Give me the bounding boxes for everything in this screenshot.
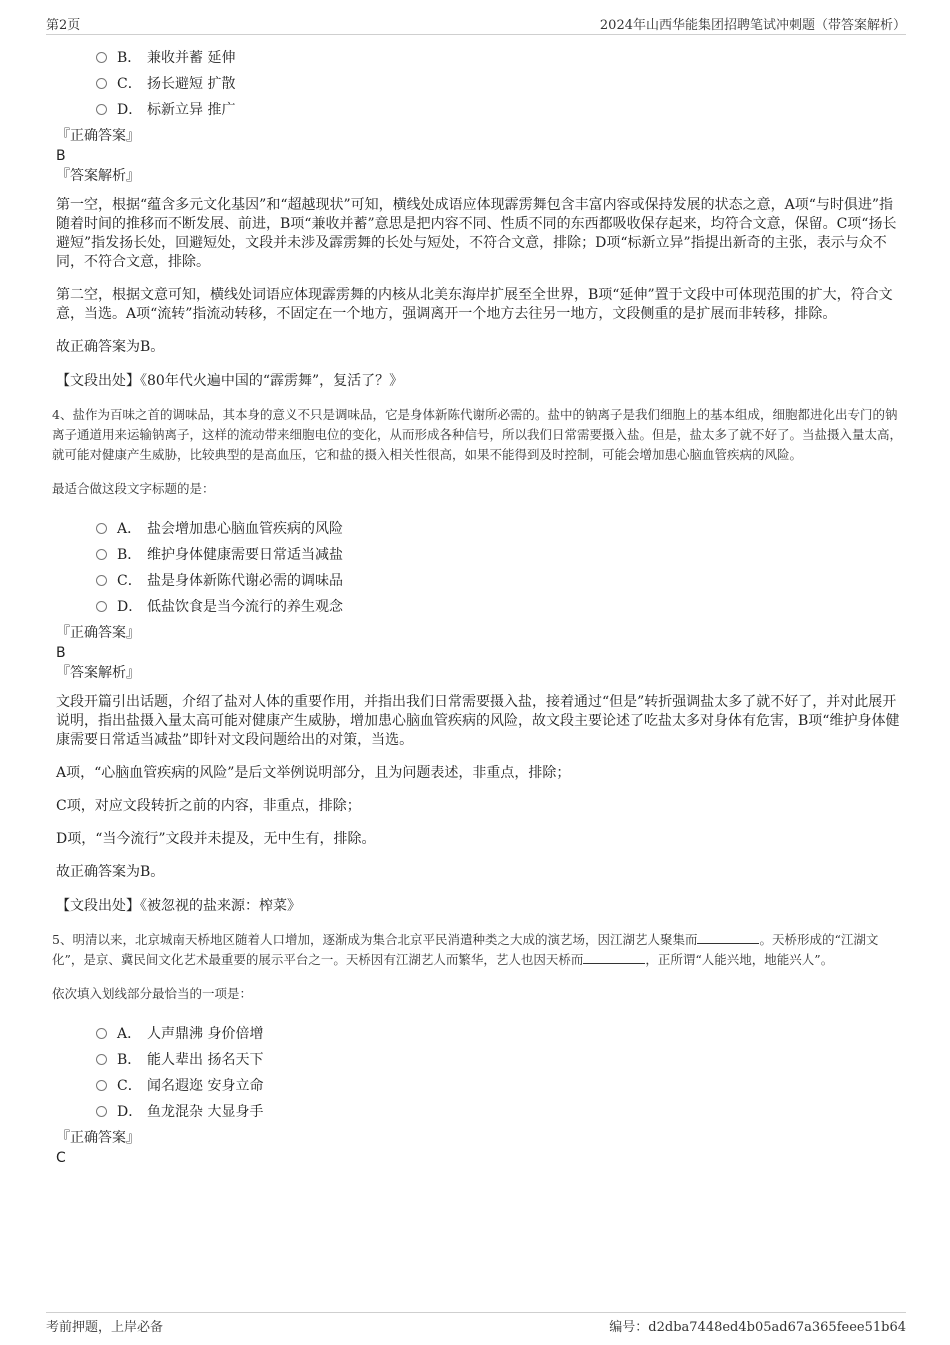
q5-options — [96, 1020, 902, 1124]
q4-answer-label: 『正确答案』 — [56, 625, 140, 641]
q5-option-a[interactable]: A． 人声鼎沸 身价倍增 — [96, 1020, 902, 1046]
q4-stem: 4、盐作为百味之首的调味品，其本身的意义不只是调味品，它是身体新陈代谢所必需的。盐中的钠离子是我们细胞上的基本组成，细胞都进化出专门的钠离子通道用来运输钠离子，这样的流动带来细胞电位的变化，从而形成各种信号，所以我们日常需要摄入盐。但是，盐太多了就不好了。当盐摄入量太高，就可能对健康产生威胁，比较典型的是高血压，它和盐的摄入相关性很高，如果不能得到及时控制，可能会增加患心脑血管疾病的风险。 — [52, 407, 903, 462]
radio-icon[interactable] — [96, 601, 107, 612]
q4-option-b[interactable]: B． 维护身体健康需要日常适当减盐 — [96, 541, 902, 567]
q3-analysis-p2: 第二空，根据文意可知，横线处词语应体现霹雳舞的内核从北美东海岸扩展至全世界，B项“延伸”置于文段中可体现范围的扩大，符合文意，当选。A项“流转”指流动转移，不固定在一个地方，强调离开一个地方去往另一地方，文段侧重的是扩展而非转移，排除。 — [56, 287, 893, 322]
q4-analysis-label: 『答案解析』 — [56, 665, 140, 681]
document-title: 2024年山西华能集团招聘笔试冲刺题（带答案解析） — [599, 18, 906, 33]
q4-option-d[interactable]: D． 低盐饮食是当今流行的养生观念 — [96, 593, 902, 619]
q3-source: 【文段出处】《80年代火遍中国的“霹雳舞”，复活了？》 — [56, 373, 404, 389]
radio-icon[interactable] — [96, 523, 107, 534]
q5-option-c[interactable]: C． 闻名遐迩 安身立命 — [96, 1072, 902, 1098]
q3-analysis-p3: 故正确答案为B。 — [56, 339, 165, 355]
q4-analysis-p1: 文段开篇引出话题，介绍了盐对人体的重要作用，并指出我们日常需要摄入盐，接着通过“但是”转折强调盐太多了就不好了，并对此展开说明，指出盐摄入量太高可能对健康产生威胁，增加患心脑血管疾病的风险，故文段主要论述了吃盐太多对身体有危害，B项“维护身体健康需要日常适当减盐”即针对文段问题给出的对策，当选。 — [56, 694, 900, 748]
page-header — [46, 14, 906, 35]
radio-icon[interactable] — [96, 549, 107, 560]
q5-option-d[interactable]: D． 鱼龙混杂 大显身手 — [96, 1098, 902, 1124]
radio-icon[interactable] — [96, 575, 107, 586]
q4-answer: B — [56, 645, 66, 661]
q4-analysis-p5: 故正确答案为B。 — [56, 864, 165, 880]
blank-line — [583, 951, 645, 964]
radio-icon[interactable] — [96, 1028, 107, 1039]
q4-prompt: 最适合做这段文字标题的是： — [52, 481, 215, 496]
q5-stem: 5、明清以来，北京城南天桥地区随着人口增加，逐渐成为集合北京平民消遣种类之大成的演艺场，因江湖艺人聚集而 。天桥形成的“江湖文化”，是京、冀民间文化艺术最重要的展示平台之一。天桥因有江湖艺人而繁华，艺人也因天桥而 ，正所谓“人能兴地，地能兴人”。 — [52, 932, 879, 967]
q4-source: 【文段出处】《被忽视的盐来源：榨菜》 — [56, 898, 301, 914]
q3-option-b[interactable]: B． 兼收并蓄 延伸 — [96, 44, 902, 70]
footer-slogan: 考前押题，上岸必备 — [46, 1320, 164, 1335]
q3-analysis-p1: 第一空，根据“蕴含多元文化基因”和“超越现状”可知，横线处成语应体现霹雳舞包含丰富内容或保持发展的状态之意，A项“与时俱进”指随着时间的推移而不断发展、前进，B项“兼收并蓄”意思是把内容不同、性质不同的东西都吸收保存起来，均符合文意，保留。C项“扬长避短”指发扬长处，回避短处，文段并未涉及霹雳舞的长处与短处，不符合文意，排除；D项“标新立异”指提出新奇的主张，表示与众不同，不符合文意，排除。 — [56, 197, 897, 270]
q3-option-c[interactable]: C． 扬长避短 扩散 — [96, 70, 902, 96]
q3-option-d[interactable]: D． 标新立异 推广 — [96, 96, 902, 122]
radio-icon[interactable] — [96, 78, 107, 89]
page-footer — [46, 1312, 906, 1335]
radio-icon[interactable] — [96, 1080, 107, 1091]
q4-analysis-p2: A项，“心脑血管疾病的风险”是后文举例说明部分，且为问题表述，非重点，排除； — [56, 765, 571, 781]
q3-answer: B — [56, 148, 66, 164]
radio-icon[interactable] — [96, 1054, 107, 1065]
q5-answer: C — [56, 1150, 66, 1166]
q4-analysis-p4: D项，“当今流行”文段并未提及，无中生有，排除。 — [56, 831, 376, 847]
blank-line — [697, 931, 759, 944]
radio-icon[interactable] — [96, 104, 107, 115]
q4-option-c[interactable]: C． 盐是身体新陈代谢必需的调味品 — [96, 567, 902, 593]
q3-analysis-label: 『答案解析』 — [56, 168, 140, 184]
page-content — [52, 44, 903, 1168]
q5-answer-label: 『正确答案』 — [56, 1130, 140, 1146]
q3-answer-label: 『正确答案』 — [56, 128, 140, 144]
q5-option-b[interactable]: B． 能人辈出 扬名天下 — [96, 1046, 902, 1072]
q4-analysis-p3: C项，对应文段转折之前的内容，非重点，排除； — [56, 798, 361, 814]
document-id: 编号：d2dba7448ed4b05ad67a365feee51b64 — [609, 1320, 906, 1335]
q4-options — [96, 515, 902, 619]
radio-icon[interactable] — [96, 52, 107, 63]
q5-prompt: 依次填入划线部分最恰当的一项是： — [52, 986, 253, 1001]
page-number: 第2页 — [46, 18, 81, 33]
radio-icon[interactable] — [96, 1106, 107, 1117]
q4-option-a[interactable]: A． 盐会增加患心脑血管疾病的风险 — [96, 515, 902, 541]
q3-options — [96, 44, 902, 122]
